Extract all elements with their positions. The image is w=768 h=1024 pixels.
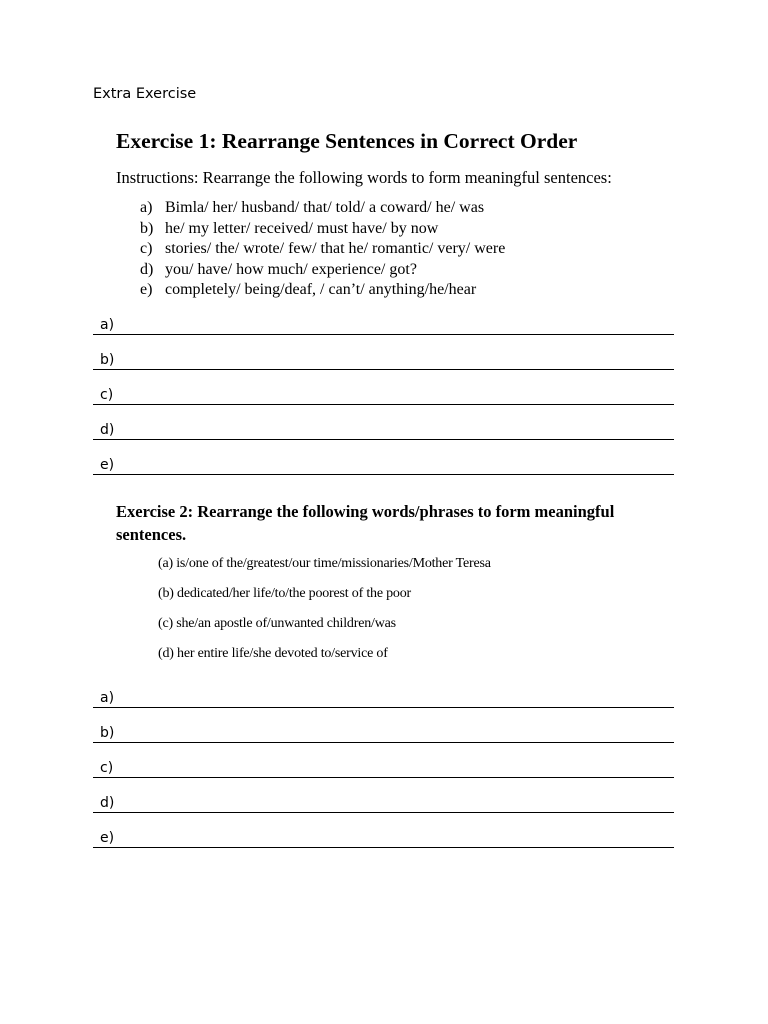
exercise-2-item: (c) she/an apostle of/unwanted children/was (158, 616, 396, 631)
exercise-2-word-list (158, 554, 491, 674)
document-header-label: Extra Exercise (93, 86, 197, 102)
item-letter: e) (140, 281, 153, 298)
item-text: he/ my letter/ received/ must have/ by now (165, 219, 439, 237)
item-letter: d) (140, 260, 154, 278)
exercise-1-item (140, 280, 505, 301)
answer-line[interactable] (93, 370, 674, 405)
exercise-2-item: (d) her entire life/she devoted to/service of (158, 646, 388, 661)
answer-label: c) (100, 760, 114, 776)
item-text: completely/ being/deaf, / can’t/ anything/he/hear (165, 281, 477, 298)
item-text: stories/ the/ wrote/ few/ that he/ romantic/ very/ were (165, 240, 506, 257)
answer-line[interactable] (93, 335, 674, 370)
answer-label: e) (100, 830, 115, 846)
answer-line[interactable] (93, 673, 674, 708)
answer-label: d) (100, 422, 115, 438)
exercise-1-word-list (140, 198, 505, 301)
item-text: you/ have/ how much/ experience/ got? (165, 260, 417, 278)
answer-label: c) (100, 387, 114, 403)
exercise-1-item (140, 239, 505, 260)
answer-label: b) (100, 352, 115, 368)
answer-line[interactable] (93, 300, 674, 335)
item-text: Bimla/ her/ husband/ that/ told/ a coward/ he/ was (165, 199, 485, 216)
exercise-1-instructions: Instructions: Rearrange the following words to form meaningful sentences: (116, 168, 612, 187)
answer-line[interactable] (93, 440, 674, 475)
item-letter: c) (140, 240, 153, 257)
answer-line[interactable] (93, 778, 674, 813)
exercise-1-answer-lines (93, 300, 674, 475)
exercise-1-item (140, 260, 505, 281)
item-letter: a) (140, 199, 153, 216)
exercise-2-answer-lines (93, 673, 674, 848)
answer-label: e) (100, 457, 115, 473)
answer-label: a) (100, 317, 115, 333)
answer-underline (93, 847, 674, 848)
exercise-1-item (140, 219, 505, 240)
answer-line[interactable] (93, 405, 674, 440)
exercise-2-item: (b) dedicated/her life/to/the poorest of the poor (158, 586, 411, 601)
answer-label: a) (100, 690, 115, 706)
answer-line[interactable] (93, 813, 674, 848)
answer-label: b) (100, 725, 115, 741)
answer-line[interactable] (93, 708, 674, 743)
exercise-2-item: (a) is/one of the/greatest/our time/missionaries/Mother Teresa (158, 556, 491, 571)
exercise-1-title: Exercise 1: Rearrange Sentences in Correct Order (116, 129, 578, 153)
item-letter: b) (140, 219, 154, 237)
exercise-2-title: Exercise 2: Rearrange the following words/phrases to form meaningful sentences. (116, 502, 615, 544)
exercise-1-item (140, 198, 505, 219)
answer-underline (93, 474, 674, 475)
answer-label: d) (100, 795, 115, 811)
answer-line[interactable] (93, 743, 674, 778)
